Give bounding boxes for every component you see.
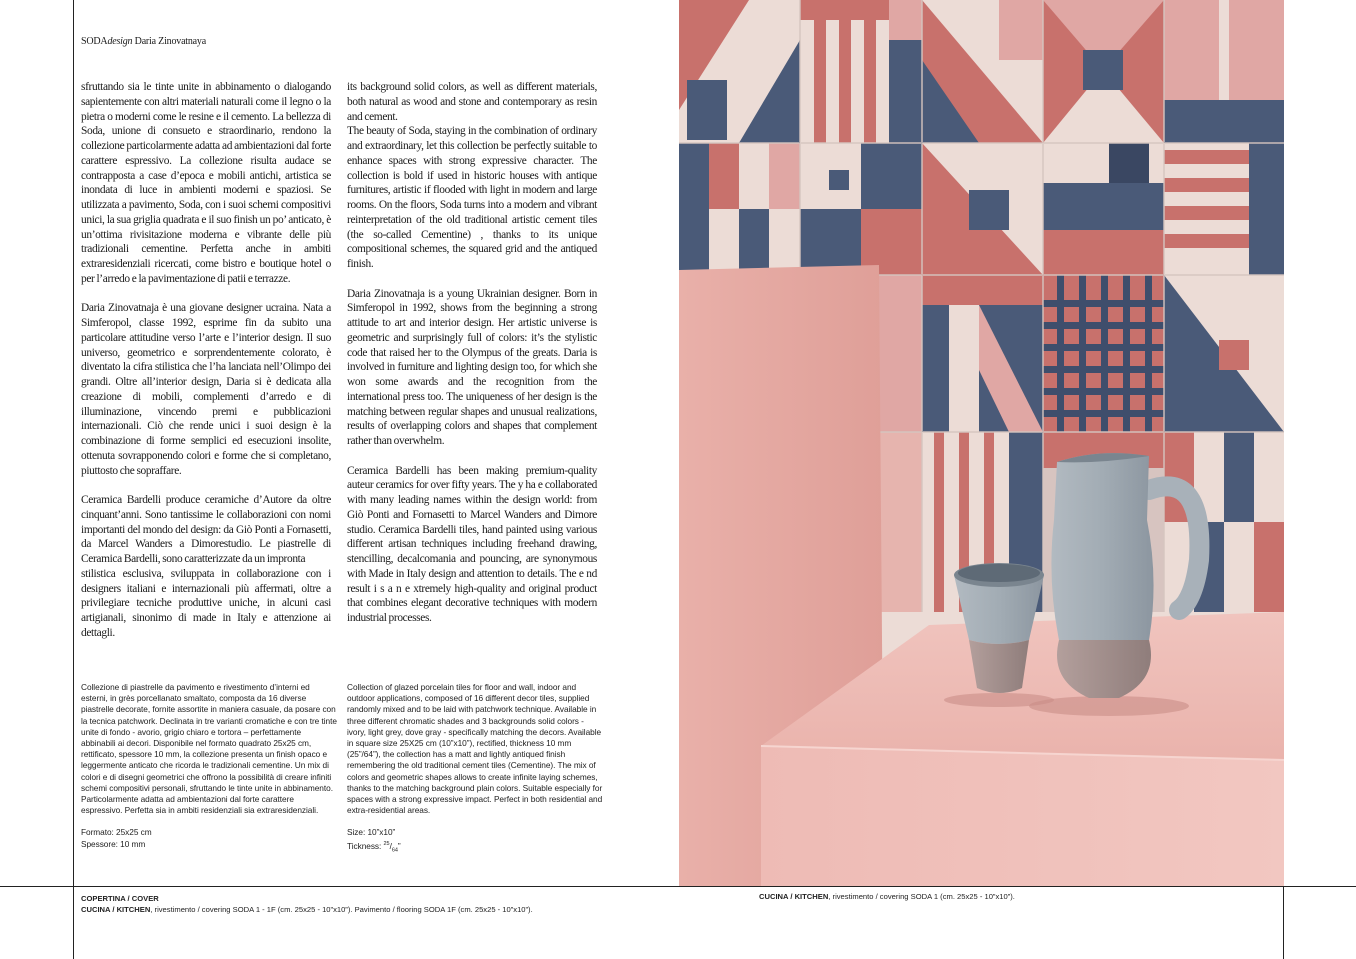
tile xyxy=(1043,0,1164,143)
tile xyxy=(679,0,800,143)
brand-italic: design xyxy=(107,36,133,47)
left-margin-line xyxy=(73,0,74,959)
english-paragraph: its background solid colors, as well as different materials, both natural as wood and stone and contemporary as resin and cement. xyxy=(347,81,597,123)
italian-paragraph: sfruttando sia le tinte unite in abbinamento o dialogando sapientemente con altri materiali naturali come il legno o la pietra o moderni come le resine e il cemento. La bellezza di Soda, unione di consueto e straordinario, rendono la collezione particolarmente adatta ad ambientazioni dal forte carattere espressivo. La collezione risulta audace se contrapposta a case d’epoca e mobili antichi, artistica se inondata di luce in ambienti moderni e spaziosi. Se utilizzata a pavimento, Soda, con i suoi schemi compositivi unici, la sua griglia quadrata e il suo finish un po’ anticato, è un’ottima rivisitazione moderna e vibrante delle più tradizionali cementine. Perfetta anche in ambiti extraresidenziali ricercati, come bistro e boutique hotel o per l’arredo e la pavimentazione di patii e terrazze. xyxy=(81,81,331,285)
kitchen-caption-label: CUCINA / KITCHEN xyxy=(81,905,151,914)
product-photo xyxy=(679,0,1284,886)
left-caption xyxy=(81,893,671,915)
english-paragraph: Ceramica Bardelli has been making premium-quality auteur ceramics for over fifty years. The y ha e collaborated with many leading names within the design world: from Giò Ponti and Fornasetti to Marcel Wanders and Dimore studio. Ceramica Bardelli tiles, hand painted using various different artisan techniques including freehand drawing, stencilling, decalcomania and pouncing, are synonymous with Made in Italy design and attention to details. The e nd result i s a n e xtremely high-quality and original product that combines elegant decorative techniques with modern industrial processes. xyxy=(347,464,597,624)
italian-paragraph: Daria Zinovatnaja è una giovane designer ucraina. Nata a Simferopol, classe 1992, esprime fin da subito una particolare attitudine verso l’arte e l’interior design. Il suo universo, geometrico e sorprendentemente colorato, è diventato la cifra stilistica che l’ha lanciata nell’Olimpo dei grandi. Oltre all’interior design, Daria si è dedicata alla creazione di mobili, complementi d’arredo e di illuminazione, vincendo premi e pubblicazioni internazionali. Ciò che rende unici i suoi design è la combinazione di forme semplici ed esecuzioni insolite, ottenuta sovrapponendo colori e forme che si completano, piuttosto che sopraffare. xyxy=(81,302,331,477)
tile xyxy=(1164,143,1284,275)
tile xyxy=(679,143,800,275)
right-caption xyxy=(759,891,1279,902)
tile xyxy=(922,143,1043,275)
tile xyxy=(1043,275,1164,432)
thickness-numerator: 25 xyxy=(383,840,390,847)
specs-size: Size: 10”x10” xyxy=(347,827,396,838)
brand-name: SODA xyxy=(81,36,108,47)
english-paragraph: The beauty of Soda, staying in the combination of ordinary and extraordinary, let this collection be perfectly suitable to enhance spaces with strong expressive character. The collection is bold if used in historic houses with antique furnitures, artistic if flooded with light in modern and large rooms. On the floors, Soda turns into a modern and vibrant reinterpretation of the old traditional artistic cement tiles (the so-called Cementine) , thanks to its unique compositional schemes, the squared grid and the antiqued finish. xyxy=(347,125,597,270)
specs-thickness: Tickness: $^{25}/_{64}$” xyxy=(347,840,401,854)
italian-column xyxy=(81,80,331,641)
tile xyxy=(800,0,922,143)
thickness-denominator: 64 xyxy=(391,847,398,854)
tile xyxy=(922,275,1043,432)
page-header xyxy=(81,36,206,47)
specs-format: Formato: 25x25 cm xyxy=(81,827,152,838)
specs-italian xyxy=(81,682,337,850)
italian-paragraph: Ceramica Bardelli produce ceramiche d’Autore da oltre cinquant’anni. Sono tantissime le collaborazioni con nomi importanti del mondo del design: da Giò Ponti a Fornasetti, da Marcel Wanders a Dimorestudio. Le piastrelle di Ceramica Bardelli, sono caratterizzate da un impronta xyxy=(81,494,331,565)
tile xyxy=(1164,275,1284,432)
footer-rule xyxy=(0,886,1356,887)
thickness-suffix: ” xyxy=(397,840,401,851)
thickness-label: Tickness: xyxy=(347,840,384,851)
tile xyxy=(1164,0,1284,143)
specs-description: Collection of glazed porcelain tiles for floor and wall, indoor and outdoor applications, composed of 16 different decor tiles, supplied randomly mixed and to be laid with patchwork technique. Available in three different chromatic shades and 3 backgrounds solid colors - ivory, light grey, dove gray - specifically matching the decors. Available in square size 25X25 cm (10”x10”), rectified, thickness 10 mm (25”/64”), the collection has a matt and lightly antiqued finish remembering the old traditional cement tiles (Cementine). The mix of colors and geometric shapes allows to create infinite laying schemes, thanks to the matching background plain colors. Suitable especially for spaces with a strong expressive impact. Perfect in both residential and extra-residential areas. xyxy=(347,682,603,816)
kitchen-caption-text: , rivestimento / covering SODA 1 (cm. 25x25 - 10”x10”). xyxy=(828,892,1015,901)
english-column xyxy=(347,80,597,626)
tile xyxy=(922,0,1043,143)
specs-description: Collezione di piastrelle da pavimento e rivestimento d’interni ed esterni, in grès porcellanato smaltato, composta da 16 diverse piastrelle decorate, fornite assortite in maniera casuale, da posare con la tecnica patchwork. Declinata in tre varianti cromatiche e con tre tinte unite di fondo - avorio, grigio chiaro e tortora – perfettamente abbinabili ai decori. Disponibile nel formato quadrato 25x25 cm, rettificato, spessore 10 mm, la collezione presenta un finish opaco e leggermente anticato che ricorda le tradizionali cementine. Un mix di colori e di disegni geometrici che offrono la possibilità di creare infiniti schemi compositivi personali, sfruttando le tinte unite in abbinamento. Particolarmente adatta ad ambientazioni dal forte carattere espressivo. Perfetta sia in ambiti residenziali sia extraresidenziali. xyxy=(81,682,337,816)
kitchen-caption-text: , rivestimento / covering SODA 1 - 1F (cm. 25x25 - 10”x10”). Pavimento / flooring SODA 1F (cm. 25x25 - 10”x10”). xyxy=(150,905,533,914)
tile xyxy=(1164,432,1284,612)
english-paragraph: Daria Zinovatnaja is a young Ukrainian designer. Born in Simferopol in 1992, shows from the beginning a strong attitude to art and interior design. Her artistic universe is geometric and surprisingly full of colors: it’s the stylistic code that raised her to the Olympus of the greats. Daria is involved in furniture and lighting design too, for which she won some awards and the recognition from the international press too. The uniqueness of her design is the matching between regular shapes and unusual realizations, results of overlapping colors and shapes that complement rather than overwhelm. xyxy=(347,287,597,447)
cover-caption-title: COPERTINA / COVER xyxy=(81,894,159,903)
specs-english xyxy=(347,682,605,856)
designer-name: Daria Zinovatnaya xyxy=(134,36,206,47)
tile xyxy=(1043,143,1164,275)
specs-thickness: Spessore: 10 mm xyxy=(81,838,146,849)
kitchen-caption-label: CUCINA / KITCHEN xyxy=(759,892,829,901)
tile xyxy=(800,143,922,275)
italian-paragraph: stilistica esclusiva, sviluppata in collaborazione con i designers italiani e internazionali più affermati, oltre a privilegiare tecniche produttive uniche, in alcuni casi artigianali, sinonimo di made in Italy e attenzione ai dettagli. xyxy=(81,567,331,639)
